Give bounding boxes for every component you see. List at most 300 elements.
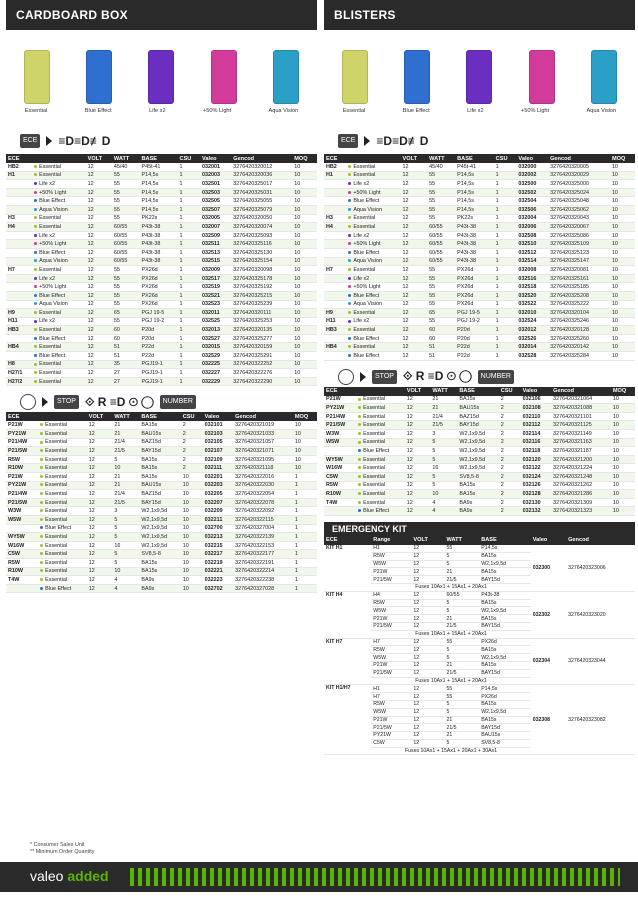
footnote-moq: ** Minimum Order Quantity: [30, 849, 95, 855]
table-cell: 032702: [203, 584, 234, 593]
column-header: Valeo: [200, 154, 231, 163]
table-cell: 032118: [521, 447, 552, 456]
table-cell: 60/55: [112, 240, 140, 249]
table-cell: 55: [427, 188, 455, 197]
column-header: BASE: [479, 536, 531, 545]
range-dot-icon: [34, 302, 37, 305]
table-cell: 45/40: [112, 163, 140, 171]
table-cell: PX26d: [455, 283, 494, 292]
table-cell: H3: [6, 214, 32, 223]
range-dot-icon: [348, 173, 351, 176]
table-cell: 1: [178, 188, 200, 197]
table-cell: 12: [411, 654, 444, 662]
decorative-stripes: [130, 868, 620, 886]
table-cell: 032103: [203, 430, 234, 439]
table-cell: 10: [611, 447, 635, 456]
table-cell: PY21W: [6, 481, 38, 490]
table-cell: P43t-38: [479, 591, 531, 599]
table-cell: WY5W: [324, 455, 356, 464]
table-cell: H9: [324, 309, 346, 318]
table-cell: 1: [178, 197, 200, 206]
table-cell: 60/55: [427, 231, 455, 240]
ece-icon: ECE: [20, 134, 40, 148]
table-cell: Blue Effect: [32, 334, 86, 343]
table-row: [324, 257, 635, 266]
table-cell: 3276420325277: [231, 334, 292, 343]
table-row: [6, 334, 317, 343]
table-cell: 1: [293, 490, 317, 499]
table-cell: 3276420321248: [551, 473, 611, 482]
kit-gencod: 3276420323044: [566, 638, 635, 685]
table-cell: 032009: [200, 266, 231, 275]
table-row: [324, 171, 635, 180]
range-dot-icon: [40, 432, 43, 435]
table-row: [6, 541, 317, 550]
table-cell: 55: [112, 188, 140, 197]
table-cell: PX26d: [455, 274, 494, 283]
table-row: [6, 197, 317, 206]
table-cell: R5W: [371, 700, 411, 708]
table-cell: P20d: [140, 334, 178, 343]
table-cell: 4: [430, 507, 457, 516]
table-row: [6, 576, 317, 585]
table-cell: 12: [87, 481, 113, 490]
range-dot-icon: [348, 285, 351, 288]
table-row: [324, 343, 635, 352]
table-cell: W5W: [371, 708, 411, 716]
product-package-image: [148, 50, 174, 104]
table-cell: 032513: [200, 248, 231, 257]
table-row: [324, 545, 635, 552]
range-dot-icon: [40, 492, 43, 495]
table-cell: 10: [292, 343, 317, 352]
table-cell: Essential: [38, 550, 87, 559]
table-cell: 10: [610, 163, 635, 171]
table-cell: BA9s: [457, 507, 498, 516]
table-cell: 60/55: [112, 248, 140, 257]
table-cell: 21: [430, 404, 457, 413]
column-header: CSU: [494, 154, 517, 163]
table-cell: 60/55: [427, 240, 455, 249]
table-cell: 3276420322177: [233, 550, 293, 559]
product-package-image: [273, 50, 299, 104]
table-cell: Essential: [38, 438, 87, 447]
table-cell: 12: [86, 291, 112, 300]
range-dot-icon: [34, 242, 37, 245]
column-header: VOLT: [411, 536, 444, 545]
table-cell: W2,1x9,5d: [457, 447, 498, 456]
table-cell: Essential: [32, 223, 86, 232]
table-cell: 5: [444, 560, 479, 568]
table-cell: 12: [87, 490, 113, 499]
table-cell: Essential: [346, 309, 400, 318]
column-header: BASE: [140, 154, 178, 163]
table-cell: T4W: [6, 576, 38, 585]
table-cell: 3276420325055: [231, 197, 292, 206]
table-cell: H1: [324, 171, 346, 180]
table-cell: 10: [293, 447, 317, 456]
table-cell: W2,1x9,5d: [457, 455, 498, 464]
table-cell: Life x2: [346, 180, 400, 189]
table-cell: 2: [499, 464, 521, 473]
table-row: [324, 473, 635, 482]
fuses-text: Fuses 10Ax1 + 15Ax1 + 20Ax1: [371, 677, 530, 685]
product-package-image: [24, 50, 50, 104]
table-cell: 3276420321071: [233, 447, 293, 456]
table-cell: Essential: [38, 455, 87, 464]
table-cell: Essential: [356, 490, 405, 499]
table-cell: H27/1: [6, 369, 32, 378]
range-dot-icon: [34, 337, 37, 340]
table-cell: H1: [371, 685, 411, 693]
table-cell: 3276420325222: [548, 300, 610, 309]
table-cell: 12: [401, 283, 428, 292]
table-row: [324, 404, 635, 413]
column-header: BASE: [455, 154, 494, 163]
table-cell: 10: [181, 490, 203, 499]
table-cell: BA9s: [139, 584, 180, 593]
table-cell: 032700: [203, 524, 234, 533]
table-cell: 10: [181, 473, 203, 482]
table-cell: 1: [494, 180, 517, 189]
table-cell: 10: [292, 248, 317, 257]
table-cell: Blue Effect: [346, 291, 400, 300]
table-row: [324, 180, 635, 189]
table-cell: 10: [610, 266, 635, 275]
table-cell: W5W: [371, 560, 411, 568]
table-row: [324, 197, 635, 206]
table-cell: Essential: [346, 171, 400, 180]
table-cell: 60/55: [112, 231, 140, 240]
table-cell: 032000: [516, 163, 548, 171]
signal-symbols-icon: ⟐ R ≡D ⊙ ◯: [84, 394, 154, 409]
product-label: Aqua Vision: [268, 108, 299, 114]
table-cell: 10: [292, 171, 317, 180]
table-row: [6, 455, 317, 464]
table-cell: 032107: [203, 447, 234, 456]
table-cell: HB2: [324, 163, 346, 171]
table-cell: 10: [610, 309, 635, 318]
table-cell: 032221: [203, 567, 234, 576]
table-cell: Essential: [356, 412, 405, 421]
range-dot-icon: [40, 501, 43, 504]
table-cell: 12: [86, 214, 112, 223]
signal-symbols-icon: ⟐ R ≡D ⊙ ◯: [402, 369, 472, 384]
table-cell: 10: [610, 214, 635, 223]
table-cell: 12: [87, 473, 113, 482]
table-cell: 032227: [200, 369, 231, 378]
table-cell: 3276420321064: [551, 396, 611, 404]
range-dot-icon: [34, 311, 37, 314]
table-cell: 3276420325253: [231, 317, 292, 326]
table-cell: 032504: [516, 197, 548, 206]
table-cell: 10: [611, 421, 635, 430]
table-cell: 1: [293, 567, 317, 576]
table-cell: Life x2: [346, 274, 400, 283]
table-cell: 12: [86, 309, 112, 318]
table-cell: 1: [178, 360, 200, 369]
product-label: Essential: [342, 108, 366, 114]
kit-valeo-code: 032304: [531, 638, 566, 685]
product-package-image: [211, 50, 237, 104]
table-cell: P22d: [140, 352, 178, 361]
table-cell: 1: [293, 515, 317, 524]
table-cell: 65: [112, 309, 140, 318]
table-row: [324, 326, 635, 335]
table-cell: 12: [411, 685, 444, 693]
table-cell: 3276420325062: [548, 205, 610, 214]
table-cell: 10: [181, 533, 203, 542]
table-cell: 2: [181, 455, 203, 464]
table-row: [324, 498, 635, 507]
table-cell: 1: [178, 257, 200, 266]
table-row: [324, 591, 635, 599]
table-cell: Blue Effect: [356, 507, 405, 516]
table-cell: 55: [427, 317, 455, 326]
table-cell: 2: [181, 430, 203, 439]
table-cell: 3276420320128: [548, 326, 610, 335]
table-cell: +50% Light: [32, 240, 86, 249]
table-cell: 12: [401, 291, 428, 300]
table-cell: 032511: [200, 240, 231, 249]
column-header: Valeo: [531, 536, 566, 545]
table-cell: 55: [112, 171, 140, 180]
table-cell: 10: [610, 223, 635, 232]
table-cell: 12: [87, 550, 113, 559]
table-cell: 10: [610, 240, 635, 249]
table-cell: 10: [292, 360, 317, 369]
table-cell: [6, 524, 38, 533]
table-cell: 1: [494, 334, 517, 343]
table-cell: 21/5: [444, 669, 479, 677]
table-row: [6, 498, 317, 507]
table-cell: P14,5s: [140, 205, 178, 214]
table-cell: 12: [86, 231, 112, 240]
table-cell: Blue Effect: [346, 334, 400, 343]
table-cell: H4: [6, 223, 32, 232]
table-cell: 032207: [203, 498, 234, 507]
table-cell: 3276420327004: [233, 524, 293, 533]
table-cell: 032006: [516, 223, 548, 232]
table-row: [6, 188, 317, 197]
table-cell: 2: [499, 507, 521, 516]
table-cell: 032128: [521, 490, 552, 499]
table-cell: 12: [411, 724, 444, 732]
table-cell: 55: [444, 685, 479, 693]
column-header: BASE: [139, 412, 180, 421]
range-dot-icon: [34, 208, 37, 211]
table-cell: 21: [444, 661, 479, 669]
range-dot-icon: [348, 208, 351, 211]
table-cell: 51: [427, 352, 455, 361]
table-cell: 1: [178, 377, 200, 386]
table-cell: PGJ 19-2: [455, 317, 494, 326]
table-cell: 032521: [200, 291, 231, 300]
table-cell: PX26d: [140, 266, 178, 275]
range-dot-icon: [40, 561, 43, 564]
table-cell: [6, 197, 32, 206]
table-row: [324, 334, 635, 343]
table-cell: 12: [87, 455, 113, 464]
table-cell: 12: [86, 257, 112, 266]
table-cell: H11: [324, 317, 346, 326]
fuses-text: Fuses 10Ax1 + 15Ax1 + 20Ax1: [371, 630, 530, 638]
table-cell: [6, 248, 32, 257]
table-cell: P43t-38: [140, 223, 178, 232]
column-header: WATT: [112, 412, 139, 421]
table-cell: P21W: [371, 568, 411, 576]
icon-row-signal: [6, 392, 317, 412]
table-cell: 10: [292, 291, 317, 300]
table-cell: SV8,5-8: [457, 473, 498, 482]
table-row: [6, 163, 317, 171]
range-dot-icon: [34, 354, 37, 357]
table-cell: 032215: [203, 541, 234, 550]
table-cell: 10: [610, 188, 635, 197]
table-row: [6, 240, 317, 249]
kit-name: KIT H7: [324, 638, 371, 685]
range-dot-icon: [348, 311, 351, 314]
table-cell: 12: [405, 404, 431, 413]
column-header: CSU: [499, 387, 521, 396]
range-dot-icon: [358, 483, 361, 486]
table-cell: H27/2: [6, 377, 32, 386]
table-cell: 60/55: [427, 257, 455, 266]
table-cell: 3276420322030: [233, 481, 293, 490]
table-cell: 10: [293, 438, 317, 447]
table-cell: 1: [293, 533, 317, 542]
column-header: MOQ: [611, 387, 635, 396]
range-dot-icon: [34, 216, 37, 219]
table-cell: 3276420325260: [548, 334, 610, 343]
table-cell: 3276420325284: [548, 352, 610, 361]
table-cell: BAU15s: [479, 732, 531, 740]
table-cell: P45t-41: [140, 163, 178, 171]
table-cell: 032505: [200, 197, 231, 206]
table-cell: 3276420325291: [231, 352, 292, 361]
kit-valeo-code: 032308: [531, 685, 566, 755]
table-cell: BAY15d: [479, 724, 531, 732]
table-cell: 10: [610, 197, 635, 206]
table-cell: 12: [87, 447, 113, 456]
table-cell: 3276420321095: [233, 455, 293, 464]
table-cell: BA15s: [479, 646, 531, 654]
table-cell: 12: [411, 638, 444, 646]
table-cell: 5: [430, 438, 457, 447]
table-cell: 3276420325086: [548, 231, 610, 240]
table-cell: 55: [427, 283, 455, 292]
table-cell: 21/5: [112, 498, 139, 507]
table-cell: 21: [112, 430, 139, 439]
table-cell: 12: [405, 481, 431, 490]
table-cell: Essential: [38, 430, 87, 439]
table-cell: Essential: [356, 396, 405, 404]
table-cell: Essential: [32, 163, 86, 171]
range-dot-icon: [348, 294, 351, 297]
range-dot-icon: [34, 251, 37, 254]
table-row: [324, 300, 635, 309]
table-cell: 10: [611, 507, 635, 516]
table-cell: 21: [112, 421, 139, 429]
table-cell: 3276420322092: [233, 507, 293, 516]
table-cell: 3276420325093: [231, 231, 292, 240]
table-cell: 12: [86, 300, 112, 309]
table-cell: 5: [444, 646, 479, 654]
table-cell: 032004: [516, 214, 548, 223]
table-cell: BA15s: [479, 615, 531, 623]
table-cell: 55: [112, 266, 140, 275]
table-cell: 032528: [516, 352, 548, 361]
table-cell: 032120: [521, 455, 552, 464]
table-cell: 2: [499, 490, 521, 499]
table-cell: [324, 240, 346, 249]
table-cell: 032132: [521, 507, 552, 516]
table-cell: 1: [178, 163, 200, 171]
table-cell: 10: [611, 473, 635, 482]
table-cell: 12: [86, 266, 112, 275]
table-cell: Blue Effect: [32, 197, 86, 206]
table-cell: 1: [178, 309, 200, 318]
table-row: [6, 266, 317, 275]
table-cell: Aqua Vision: [346, 205, 400, 214]
table-cell: H7: [371, 638, 411, 646]
table-cell: 12: [87, 438, 113, 447]
table-cell: [6, 180, 32, 189]
table-cell: [324, 205, 346, 214]
table-cell: 21: [444, 732, 479, 740]
table-cell: BA15s: [479, 568, 531, 576]
table-cell: 3276420325130: [231, 248, 292, 257]
table-cell: 5: [112, 524, 139, 533]
table-cell: [324, 248, 346, 257]
table-cell: 10: [610, 326, 635, 335]
table-cell: 10: [611, 412, 635, 421]
table-cell: Blue Effect: [356, 447, 405, 456]
table-cell: 3276420325000: [548, 180, 610, 189]
column-header: Range: [371, 536, 411, 545]
table-cell: P22d: [455, 352, 494, 361]
table-cell: 1: [494, 283, 517, 292]
table-cell: 12: [86, 205, 112, 214]
product-package-image: [466, 50, 492, 104]
table-cell: 10: [610, 334, 635, 343]
table-cell: 51: [112, 352, 140, 361]
table-cell: 032527: [200, 334, 231, 343]
table-cell: 10: [181, 515, 203, 524]
table-cell: 12: [87, 584, 113, 593]
range-dot-icon: [358, 492, 361, 495]
table-row: [6, 214, 317, 223]
table-cell: 21/5: [430, 421, 457, 430]
table-cell: P14,5s: [479, 685, 531, 693]
table-cell: 3276420321309: [551, 498, 611, 507]
table-cell: 2: [499, 421, 521, 430]
icon-row: [6, 128, 317, 154]
table-cell: 21: [112, 473, 139, 482]
table-cell: 12: [411, 552, 444, 560]
table-cell: P43t-38: [140, 231, 178, 240]
kit-valeo-code: 032302: [531, 591, 566, 638]
table-cell: 12: [405, 447, 431, 456]
table-cell: Essential: [38, 533, 87, 542]
range-dot-icon: [348, 259, 351, 262]
table-cell: P14,5s: [479, 545, 531, 552]
table-cell: 12: [401, 317, 428, 326]
range-dot-icon: [34, 191, 37, 194]
table-cell: 12: [86, 163, 112, 171]
table-cell: 12: [401, 266, 428, 275]
table-cell: 032116: [521, 438, 552, 447]
